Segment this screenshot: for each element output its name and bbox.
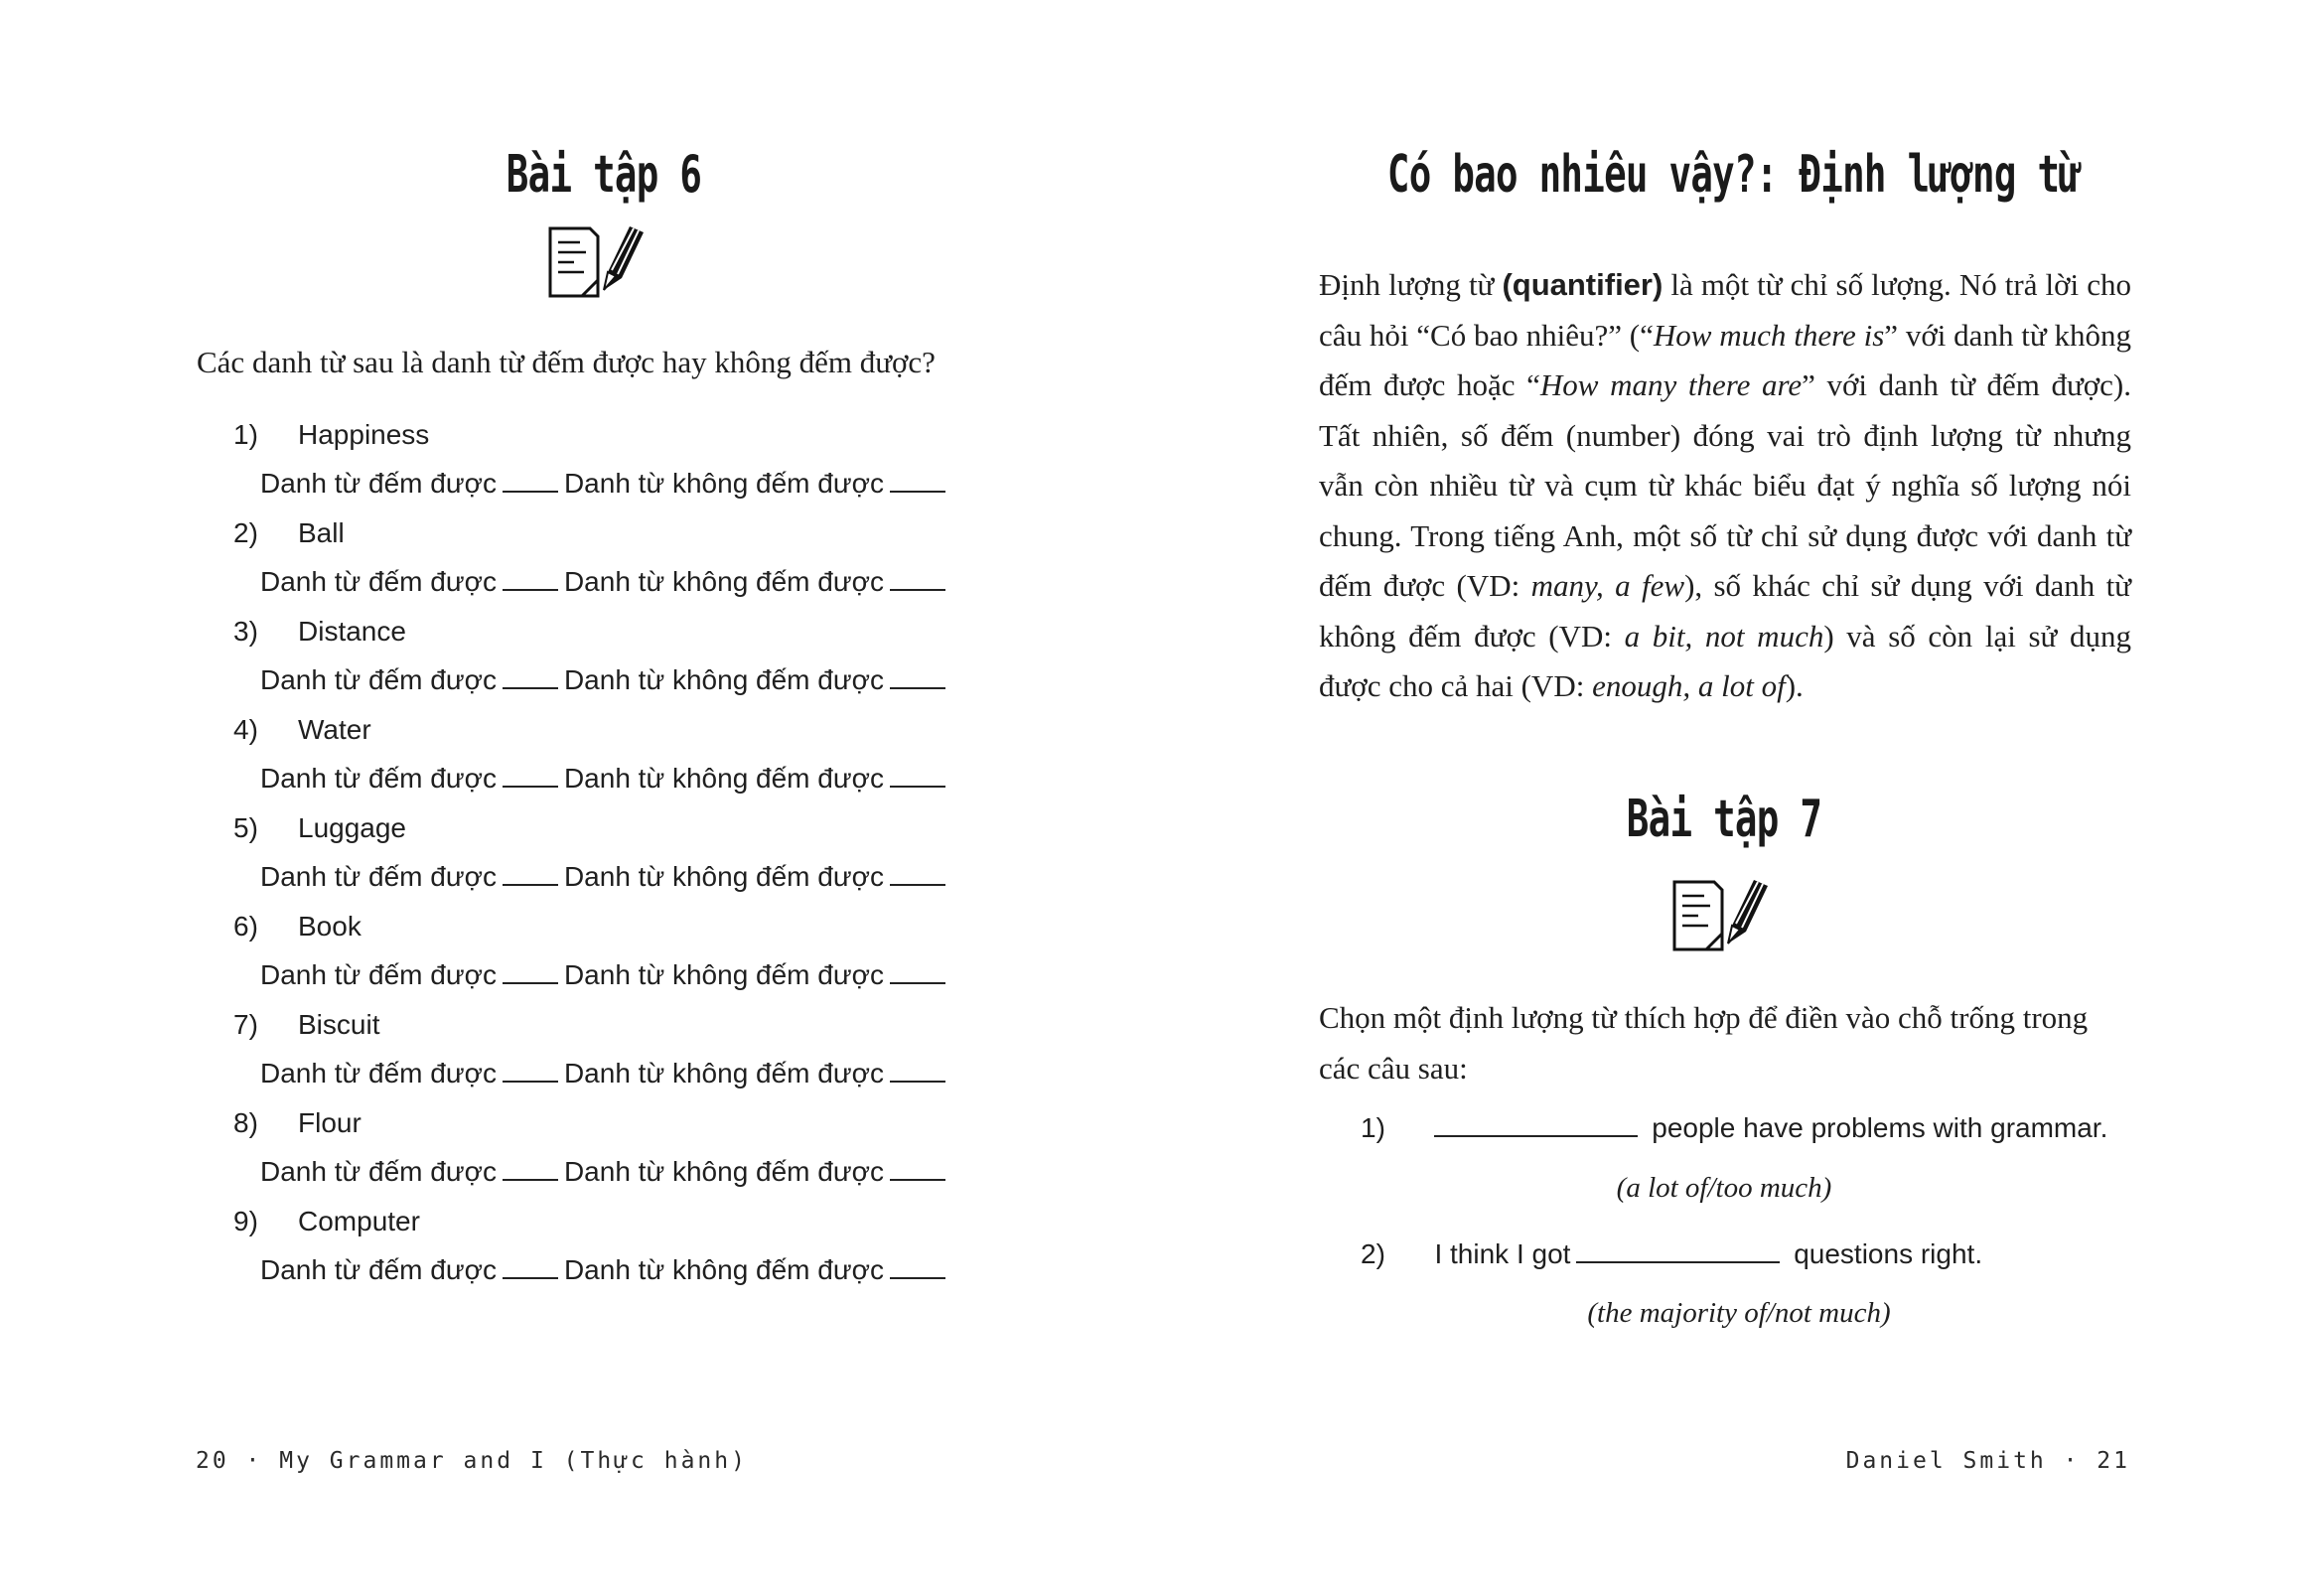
countable-label: Danh từ đếm được (260, 566, 497, 597)
item-number: 5) (233, 812, 258, 843)
answer-row (260, 761, 951, 797)
question-after: questions right. (1794, 1238, 1983, 1269)
countable-blank[interactable] (503, 1077, 558, 1083)
answer-blank[interactable] (1576, 1257, 1780, 1263)
countable-label: Danh từ đếm được (260, 763, 497, 794)
uncountable-label: Danh từ không đếm được (563, 664, 884, 695)
uncountable-blank[interactable] (890, 683, 945, 689)
item-word: Biscuit (298, 1009, 380, 1040)
question-2 (1361, 1236, 1982, 1272)
uncountable-blank[interactable] (890, 1175, 945, 1181)
para-text-6: ) và số còn lại sử dụng được cho cả hai (VD: (1319, 618, 2131, 703)
item-number: 7) (233, 1009, 258, 1040)
example-countable: many, a few (1530, 568, 1685, 603)
example-uncountable: a bit, not much (1624, 618, 1824, 653)
para-text-7: ). (1785, 668, 1804, 703)
uncountable-label: Danh từ không đếm được (563, 1058, 884, 1088)
uncountable-blank[interactable] (890, 1077, 945, 1083)
item-word: Distance (298, 616, 406, 647)
answer-blank[interactable] (1434, 1131, 1638, 1137)
uncountable-blank[interactable] (890, 487, 945, 493)
item-word: Luggage (298, 812, 407, 843)
item-word: Ball (298, 517, 345, 548)
countable-label: Danh từ đếm được (260, 664, 497, 695)
right-page (1158, 0, 2315, 1596)
para-text-3: ” với danh từ không đếm được hoặc “ (1319, 317, 2131, 402)
para-text-5: ), số khác chỉ sử dụng với danh từ không đếm được (VD: (1319, 568, 2131, 653)
quantifier-paragraph (1319, 260, 2131, 712)
example-both: enough, a lot of (1592, 668, 1786, 703)
countable-blank[interactable] (503, 978, 558, 984)
item-word: Computer (298, 1206, 420, 1236)
worksheet-pencil-icon (1670, 874, 1790, 953)
countable-blank[interactable] (503, 585, 558, 591)
answer-row (260, 957, 951, 993)
countable-label: Danh từ đếm được (260, 1254, 497, 1285)
question-before: I think I got (1434, 1238, 1571, 1269)
answer-row (260, 564, 951, 600)
uncountable-blank[interactable] (890, 880, 945, 886)
countable-blank[interactable] (503, 487, 558, 493)
uncountable-blank[interactable] (890, 1273, 945, 1279)
item-word: Happiness (298, 419, 430, 450)
question-1-hint: (a lot of/too much) (1616, 1172, 1832, 1204)
item-word: Flour (298, 1107, 362, 1138)
uncountable-label: Danh từ không đếm được (563, 763, 884, 794)
question-number: 2) (1361, 1238, 1385, 1269)
question-2-hint: (the majority of/not much) (1587, 1297, 1891, 1329)
answer-row (260, 466, 951, 502)
uncountable-blank[interactable] (890, 978, 945, 984)
answer-row (260, 1154, 951, 1190)
answer-row (260, 1252, 951, 1288)
countable-label: Danh từ đếm được (260, 861, 497, 892)
item-number: 9) (233, 1206, 258, 1236)
question-1 (1361, 1110, 2107, 1146)
countable-blank[interactable] (503, 880, 558, 886)
item-number: 4) (233, 714, 258, 745)
question-after: people have problems with grammar. (1652, 1112, 2108, 1143)
uncountable-label: Danh từ không đếm được (563, 1156, 884, 1187)
countable-blank[interactable] (503, 782, 558, 788)
right-footer: Daniel Smith · 21 (1845, 1448, 2130, 1474)
quantifier-term: (quantifier) (1502, 267, 1664, 302)
worksheet-pencil-icon (546, 220, 665, 300)
item-word: Book (298, 911, 362, 942)
countable-label: Danh từ đếm được (260, 1156, 497, 1187)
item-number: 6) (233, 911, 258, 942)
how-many-phrase: How many there are (1539, 367, 1803, 402)
how-much-phrase: How much there is (1653, 317, 1885, 353)
exercise-6-title: Bài tập 6 (506, 145, 702, 205)
uncountable-label: Danh từ không đếm được (563, 1254, 884, 1285)
para-text-4: ” với danh từ đếm được). Tất nhiên, số đếm (number) đóng vai trò định lượng từ nhưng vẫn còn nhiều từ và cụm từ khác biểu đạt ý nghĩa số lượng nói chung. Trong tiếng Anh, một số từ chỉ sử dụng được với danh từ đếm được (VD: (1319, 367, 2131, 603)
item-number: 2) (233, 517, 258, 548)
uncountable-label: Danh từ không đếm được (563, 959, 884, 990)
uncountable-blank[interactable] (890, 782, 945, 788)
question-number: 1) (1361, 1112, 1385, 1143)
answer-row (260, 1056, 951, 1091)
item-word: Water (298, 714, 371, 745)
item-number: 1) (233, 419, 258, 450)
countable-label: Danh từ đếm được (260, 468, 497, 499)
left-page (0, 0, 1157, 1596)
exercise-6-instruction: Các danh từ sau là danh từ đếm được hay không đếm được? (197, 345, 936, 379)
item-number: 8) (233, 1107, 258, 1138)
countable-blank[interactable] (503, 1175, 558, 1181)
para-text-1: Định lượng từ (1319, 267, 1503, 302)
section-title: Có bao nhiêu vậy?: Định lượng từ (1386, 145, 2082, 205)
exercise-7-title: Bài tập 7 (1626, 790, 1822, 849)
uncountable-label: Danh từ không đếm được (563, 566, 884, 597)
exercise-7-instruction: Chọn một định lượng từ thích hợp để điền vào chỗ trống trong các câu sau: (1319, 1000, 2089, 1086)
left-footer: 20 · My Grammar and I (Thực hành) (196, 1448, 748, 1474)
para-text-2: là một từ chỉ số lượng. Nó trả lời cho câu hỏi “Có bao nhiêu?” (“ (1319, 267, 2131, 353)
answer-row (260, 662, 951, 698)
answer-row (260, 859, 951, 895)
countable-blank[interactable] (503, 1273, 558, 1279)
uncountable-label: Danh từ không đếm được (563, 861, 884, 892)
countable-blank[interactable] (503, 683, 558, 689)
uncountable-blank[interactable] (890, 585, 945, 591)
uncountable-label: Danh từ không đếm được (563, 468, 884, 499)
countable-label: Danh từ đếm được (260, 1058, 497, 1088)
item-number: 3) (233, 616, 258, 647)
countable-label: Danh từ đếm được (260, 959, 497, 990)
